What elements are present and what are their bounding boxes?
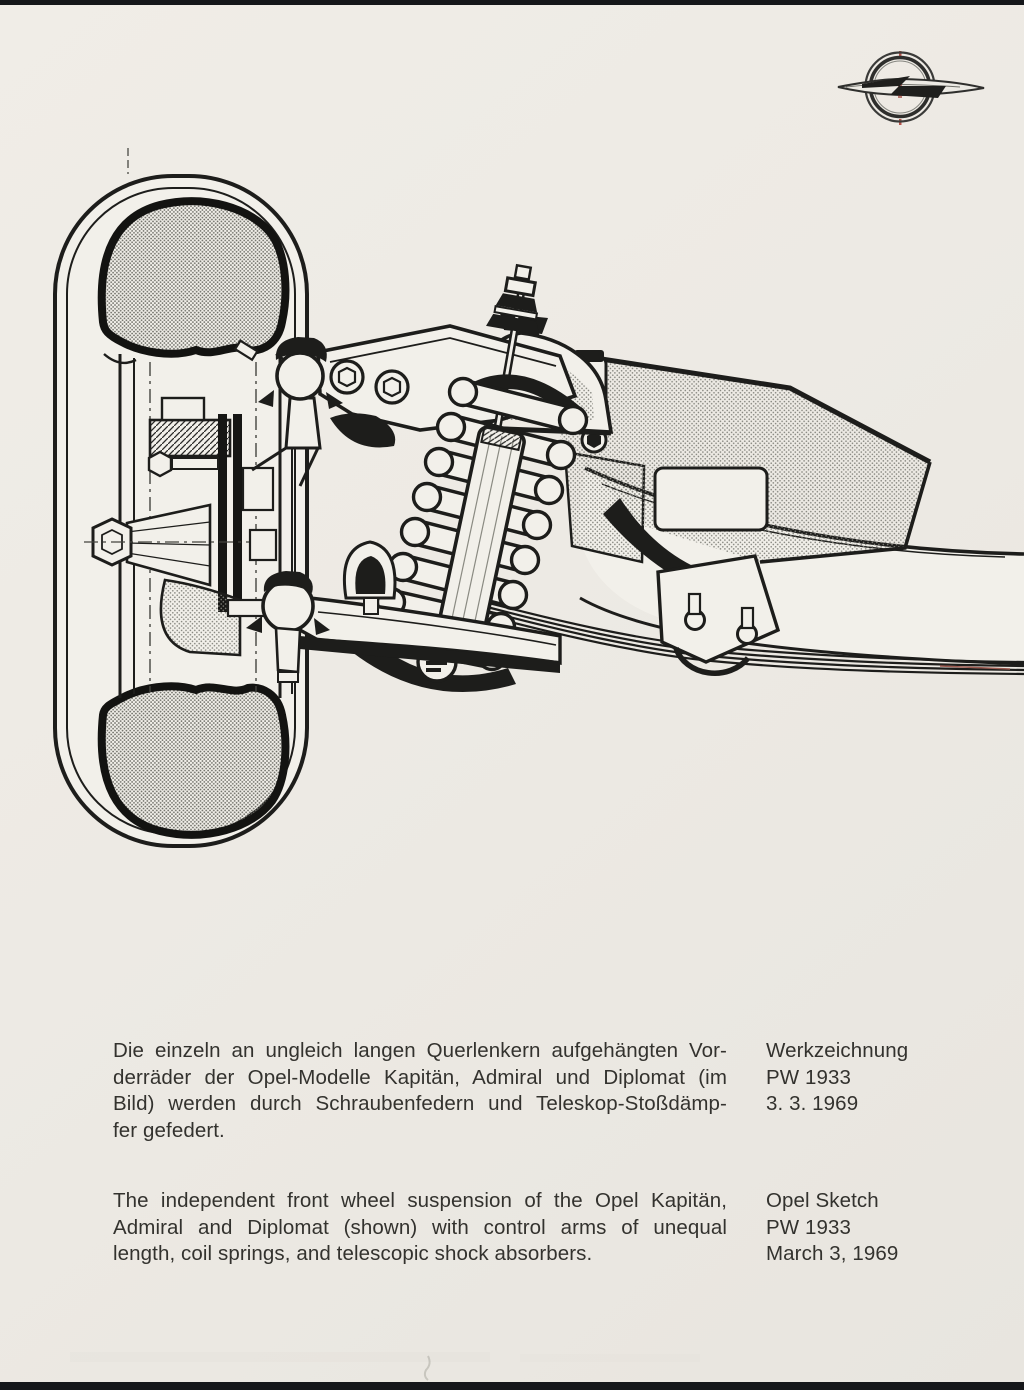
caption-english: The independent front wheel suspension of the Opel Kapitän, Admiral and Diplomat (shown) with control arms of unequal length, coil springs, and telescopic shock absorbers.	[113, 1189, 727, 1266]
caption-german: Die einzeln an ungleich langen Querlenkern aufgehängten Vor- derräder der Opel-Modelle Kapitän, Admiral und Diplomat (im Bild) werden durch Schraubenfedern und Teleskop-Stoßdämp- fer gefedert.	[113, 1039, 727, 1142]
tie-rod-stub	[228, 600, 264, 616]
caliper-bolt	[149, 452, 171, 476]
upper-ball-joint	[277, 353, 323, 399]
tire-section-top	[102, 201, 286, 353]
opel-logo	[838, 51, 984, 125]
brake-disc	[218, 414, 227, 610]
reference-block-german: Werkzeichnung PW 1933 3. 3. 1969	[766, 1039, 909, 1116]
reference-block-english: Opel Sketch PW 1933 March 3, 1969	[766, 1189, 899, 1266]
tire-section-bottom	[102, 686, 286, 834]
arm-mount-bracket	[655, 468, 767, 530]
scan-noise	[70, 1352, 700, 1380]
